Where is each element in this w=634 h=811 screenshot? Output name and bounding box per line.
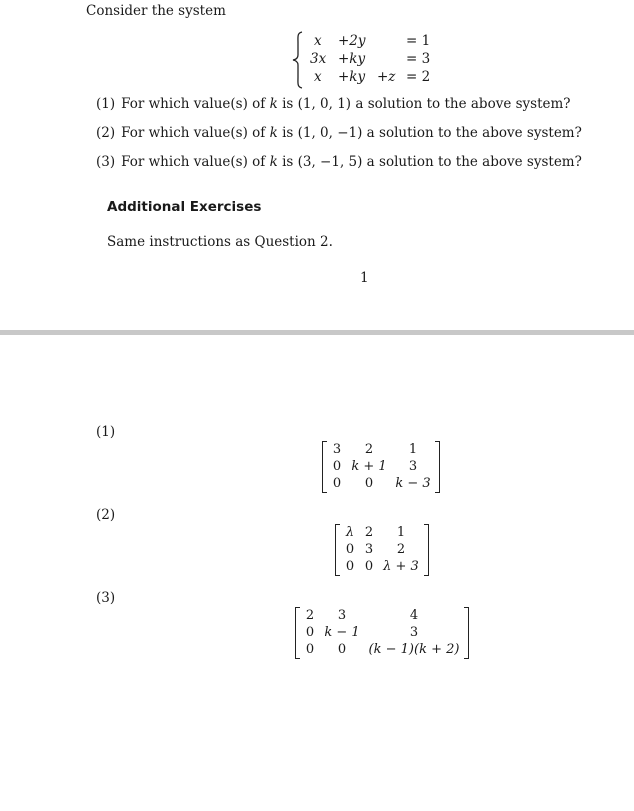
matrix-cell: 0 (305, 625, 315, 640)
matrix-cell: 3 (364, 542, 374, 557)
question-1 (96, 96, 571, 112)
problem-2-label: (2) (96, 507, 116, 523)
matrix-cell: 0 (345, 559, 355, 574)
sys-r3-c2: +ky (338, 69, 366, 85)
additional-exercises-heading: Additional Exercises (107, 199, 262, 215)
sys-r1-c4: = 1 (406, 33, 431, 49)
sys-r3-c4: = 2 (406, 69, 431, 85)
matrix-cell: k − 3 (395, 476, 431, 491)
matrix-cell: 2 (305, 608, 315, 623)
question-text-b: is (1, 0, 1) a solution to the above system? (277, 96, 571, 112)
question-3 (96, 154, 582, 170)
sys-r3-c1: x (314, 69, 322, 85)
matrix-cell: k − 1 (324, 625, 360, 640)
matrix-cell: 0 (332, 459, 342, 474)
question-text-a: For which value(s) of (121, 96, 270, 112)
matrix-cell: λ + 3 (383, 559, 419, 574)
matrix-cell: 2 (396, 542, 406, 557)
matrix-cell: 3 (408, 459, 418, 474)
problem-1-label: (1) (96, 424, 116, 440)
page-divider (0, 330, 634, 335)
left-bracket (295, 607, 300, 659)
right-bracket (424, 524, 429, 576)
right-bracket (464, 607, 469, 659)
page-number: 1 (360, 270, 369, 286)
left-bracket (335, 524, 340, 576)
matrix-cell: 0 (337, 642, 347, 657)
question-number: (1) (96, 96, 116, 112)
matrix-cell: 3 (332, 442, 342, 457)
sys-r2-c2: +ky (338, 51, 366, 67)
question-var: k (269, 125, 278, 141)
question-text-b: is (1, 0, −1) a solution to the above system? (277, 125, 582, 141)
matrix-cell: k + 1 (351, 459, 387, 474)
page-1 (0, 0, 634, 330)
problem-3-label: (3) (96, 590, 116, 606)
matrix-cell: 0 (364, 476, 374, 491)
question-2 (96, 125, 582, 141)
question-var: k (269, 154, 278, 170)
right-bracket (435, 441, 440, 493)
question-text-a: For which value(s) of (121, 125, 270, 141)
matrix-cell: 1 (408, 442, 418, 457)
left-bracket (322, 441, 327, 493)
sys-r1-c1: x (314, 33, 322, 49)
matrix-1 (322, 441, 440, 493)
equation-system (291, 31, 441, 89)
matrix-cell: 0 (332, 476, 342, 491)
sys-r3-c3: +z (377, 69, 396, 85)
question-text-a: For which value(s) of (121, 154, 270, 170)
additional-exercises-text: Same instructions as Question 2. (107, 234, 333, 250)
page-2 (0, 338, 634, 811)
matrix-cell: 1 (396, 525, 406, 540)
sys-r1-c2: +2y (338, 33, 366, 49)
matrix-cell: 3 (337, 608, 347, 623)
question-var: k (269, 96, 278, 112)
question-number: (3) (96, 154, 116, 170)
matrix-cell: 2 (364, 525, 374, 540)
matrix-2 (335, 524, 429, 576)
sys-r2-c1: 3x (310, 51, 327, 67)
matrix-cell: 0 (305, 642, 315, 657)
matrix-cell: 0 (345, 542, 355, 557)
question-number: (2) (96, 125, 116, 141)
sys-r2-c4: = 3 (406, 51, 431, 67)
matrix-3 (295, 607, 469, 659)
matrix-cell: (k − 1)(k + 2) (368, 642, 460, 657)
matrix-cell: 4 (409, 608, 419, 623)
matrix-cell: λ (345, 525, 355, 540)
matrix-cell: 0 (364, 559, 374, 574)
intro-text: Consider the system (86, 3, 226, 19)
left-brace (291, 31, 305, 89)
matrix-cell: 2 (364, 442, 374, 457)
question-text-b: is (3, −1, 5) a solution to the above system? (277, 154, 582, 170)
matrix-cell: 3 (409, 625, 419, 640)
